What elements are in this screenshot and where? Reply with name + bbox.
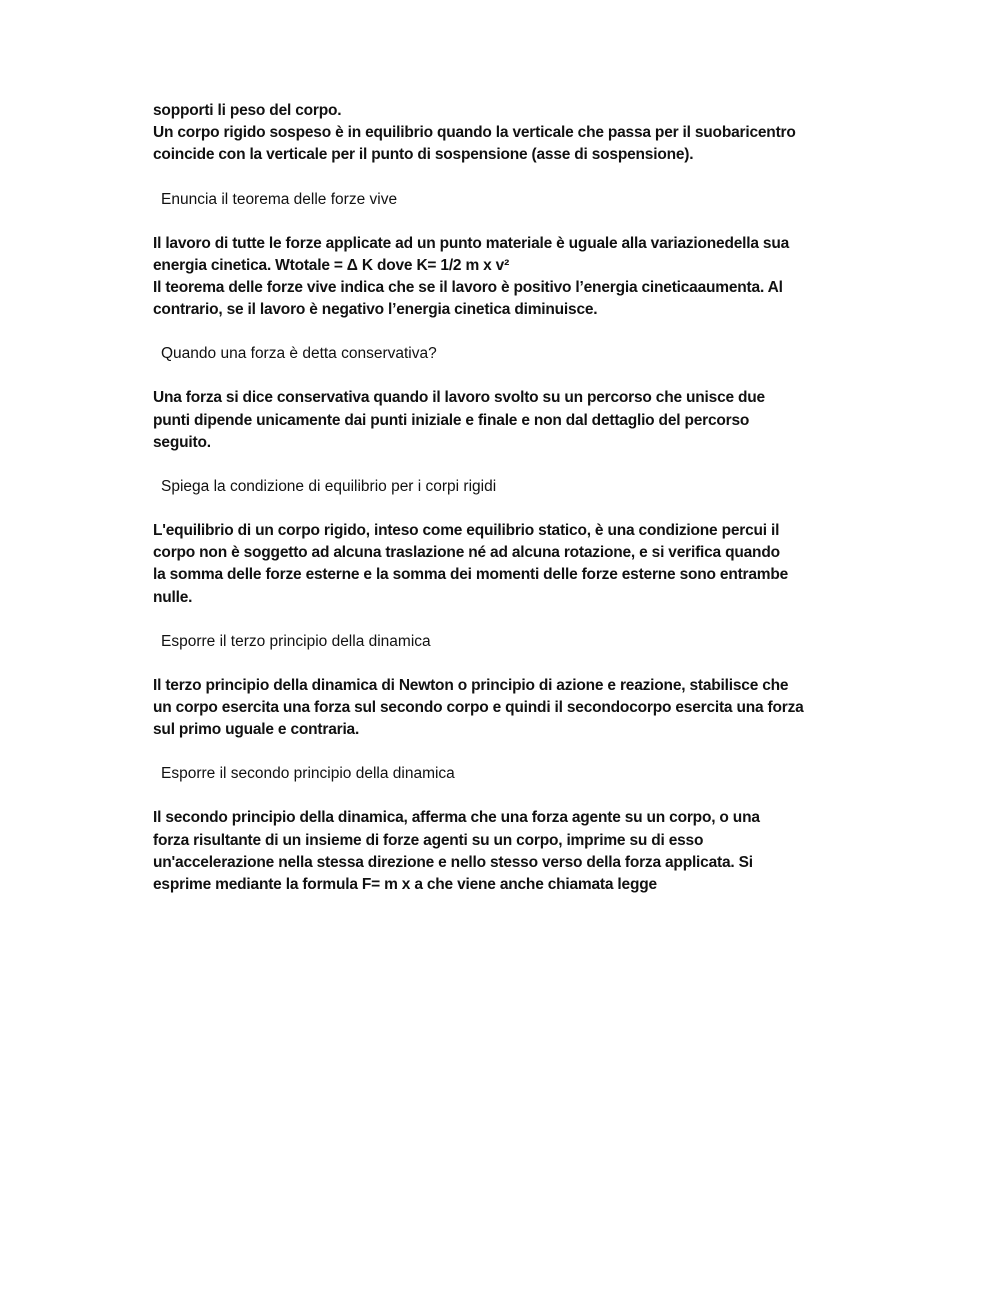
answer-line: nulle. [153, 588, 193, 606]
question-heading: Enuncia il teorema delle forze vive [161, 190, 398, 208]
question-heading: Quando una forza è detta conservativa? [161, 345, 437, 363]
question-heading: Spiega la condizione di equilibrio per i corpi rigidi [161, 478, 497, 496]
answer-line: Il terzo principio della dinamica di Newton o principio di azione e reazione, stabilisce che [153, 676, 789, 694]
answer-line: Il lavoro di tutte le forze applicate ad un punto materiale è uguale alla variazionedella sua [153, 234, 790, 252]
question-heading: Esporre il terzo principio della dinamica [161, 632, 431, 650]
answer-line: punti dipende unicamente dai punti iniziale e finale e non dal dettaglio del percorso [153, 411, 750, 429]
answer-line: la somma delle forze esterne e la somma dei momenti delle forze esterne sono entrambe [153, 566, 789, 584]
answer-line: energia cinetica. Wtotale = Δ K dove K= 1/2 m x v² [153, 256, 510, 274]
answer-line: seguito. [153, 433, 211, 451]
question-heading: Esporre il secondo principio della dinamica [161, 765, 455, 783]
intro-line: Un corpo rigido sospeso è in equilibrio quando la verticale che passa per il suobaricentro [153, 124, 796, 142]
answer-line: contrario, se il lavoro è negativo l’energia cinetica diminuisce. [153, 301, 598, 319]
answer-line: Una forza si dice conservativa quando il lavoro svolto su un percorso che unisce due [153, 389, 765, 407]
answer-line: un corpo esercita una forza sul secondo corpo e quindi il secondocorpo esercita una forza [153, 699, 804, 717]
answer-line: forza risultante di un insieme di forze agenti su un corpo, imprime su di esso [153, 831, 704, 849]
document-body [153, 100, 843, 896]
answer-line: un'accelerazione nella stessa direzione e nello stesso verso della forza applicata. Si [153, 853, 753, 871]
answer-line: sul primo uguale e contraria. [153, 721, 360, 739]
answer-line: Il teorema delle forze vive indica che se il lavoro è positivo l’energia cineticaaumenta. Al [153, 279, 783, 297]
answer-line: corpo non è soggetto ad alcuna traslazione né ad alcuna rotazione, e si verifica quando [153, 544, 780, 562]
answer-line: L'equilibrio di un corpo rigido, inteso come equilibrio statico, è una condizione percui il [153, 522, 780, 540]
intro-line: sopporti li peso del corpo. [153, 102, 342, 119]
answer-line: Il secondo principio della dinamica, afferma che una forza agente su un corpo, o una [153, 809, 760, 827]
answer-line: esprime mediante la formula F= m x a che viene anche chiamata legge [153, 876, 657, 894]
intro-line: coincide con la verticale per il punto di sospensione (asse di sospensione). [153, 146, 694, 164]
